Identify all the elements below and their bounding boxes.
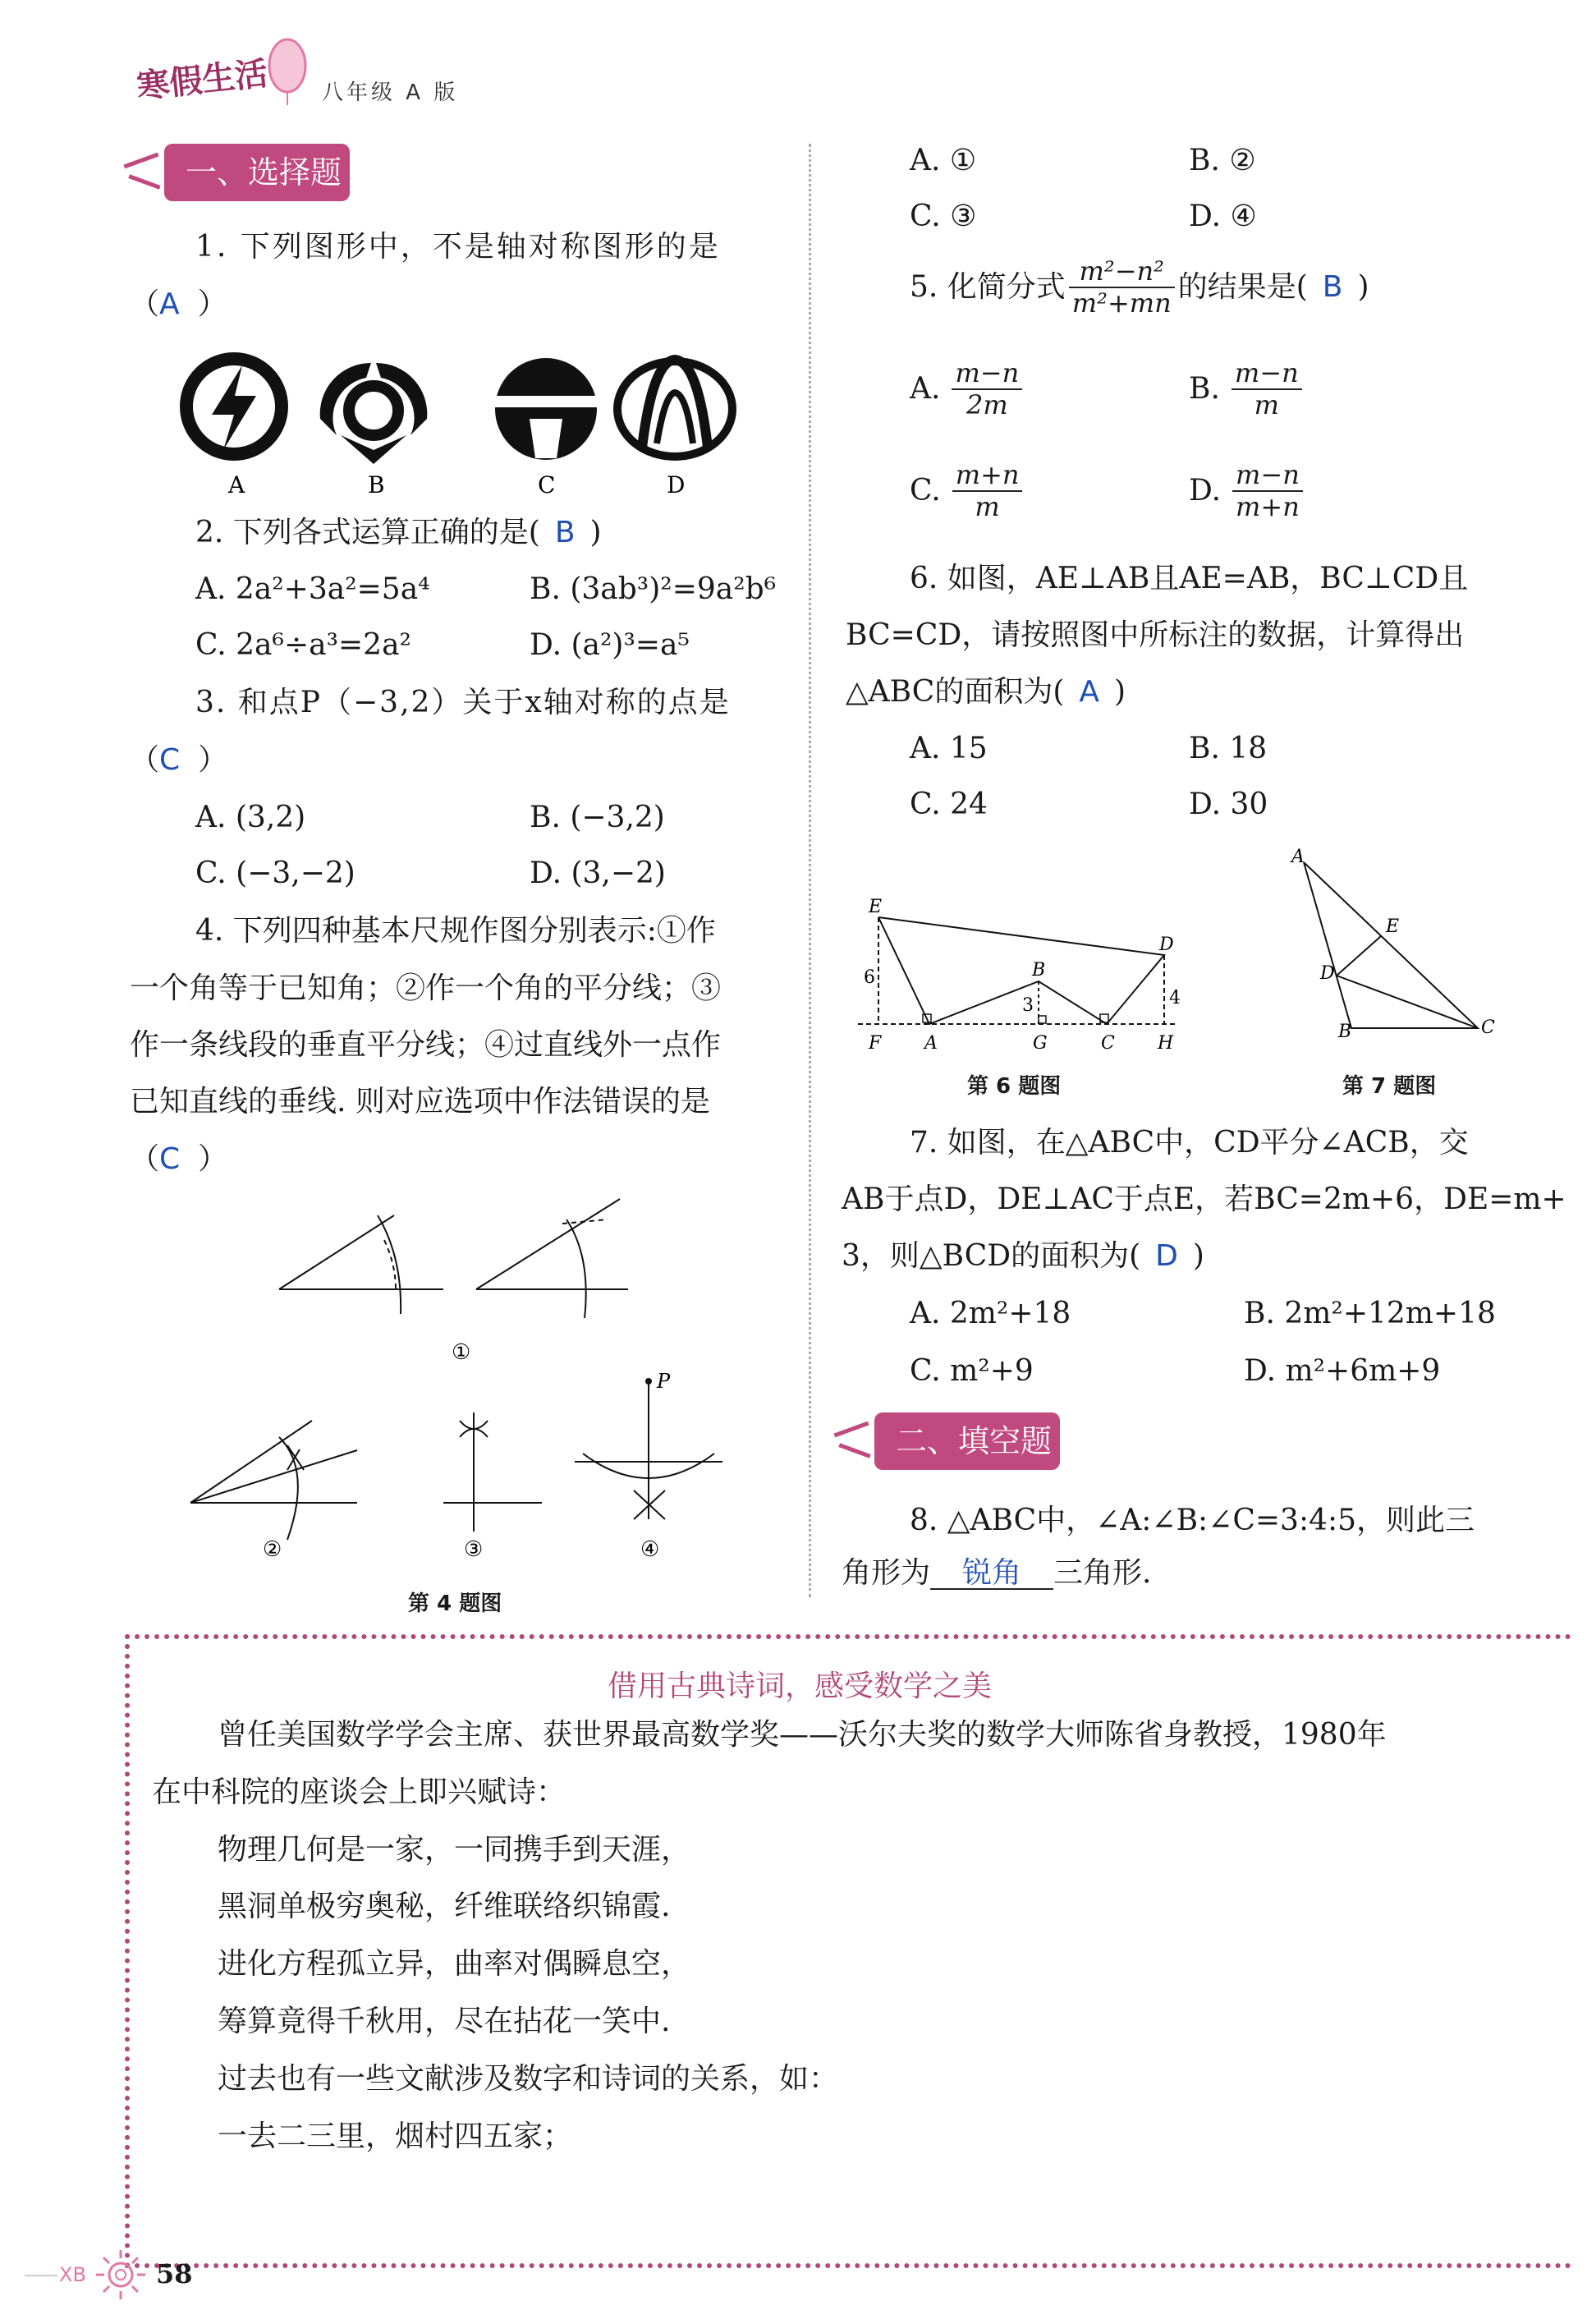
- svg-text:C: C: [1101, 1033, 1115, 1054]
- q4-line: 一个角等于已知角；②作一个角的平分线；③: [130, 971, 722, 1005]
- q4-figure: [181, 1174, 755, 1618]
- q2-option: D. (a²)³=a⁵: [530, 628, 690, 662]
- q6-answer: A: [1079, 675, 1100, 709]
- q5-text: 5. 化简分式 $\frac{\text{m²−n²}}{\text{m²+mn}}$ 的结果是( B ): [910, 255, 1369, 319]
- q6-option: C. 24: [910, 788, 988, 821]
- section-choice-title: 一、选择题: [164, 144, 350, 201]
- brand-title: 寒假生活: [135, 54, 270, 107]
- q7-option: C. m²+9: [910, 1354, 1034, 1388]
- q3-answer: C: [159, 743, 181, 777]
- q6-figure: [854, 891, 1182, 1063]
- footer-code: XB: [59, 2263, 86, 2286]
- q1-answer: A: [159, 287, 180, 321]
- page-number: 58: [156, 2258, 193, 2290]
- section-fill-title: 二、填空题: [874, 1412, 1060, 1470]
- reading-title: 借用古典诗词，感受数学之美: [608, 1670, 993, 1703]
- q4-option: C. ③: [910, 200, 977, 233]
- q4-answer: C: [159, 1142, 181, 1176]
- q4-line: 已知直线的垂线. 则对应选项中作法错误的是: [130, 1085, 710, 1118]
- svg-text:C: C: [1481, 1017, 1495, 1038]
- q5-option-c: C. $\frac{m+n}{m}$: [910, 460, 1022, 522]
- q4-option: A. ①: [910, 144, 977, 177]
- q5-option-d: D. $\frac{m-n}{m+n}$: [1189, 460, 1303, 522]
- grade-label: 八年级 A 版: [322, 80, 459, 105]
- figure-label: ④: [640, 1537, 660, 1562]
- q7-figure: [1289, 846, 1511, 1051]
- q3-option: C. (−3,−2): [195, 857, 355, 890]
- svg-text:4: 4: [1169, 988, 1181, 1008]
- q8-answer-blank: 锐角: [930, 1559, 1053, 1590]
- q4-line: 4. 下列四种基本尺规作图分别表示:①作: [195, 914, 716, 948]
- q6-option: D. 30: [1189, 788, 1268, 821]
- q7-line-3: 3，则△BCD的面积为( D ): [842, 1239, 1204, 1273]
- svg-text:E: E: [1386, 916, 1400, 937]
- figure-label: ③: [464, 1537, 484, 1562]
- q5-answer: B: [1322, 269, 1343, 304]
- q5-fraction: $\frac{\text{m²−n²}}{\text{m²+mn}}$: [1069, 256, 1175, 319]
- q7-option: B. 2m²+12m+18: [1244, 1297, 1496, 1330]
- q7-line: 7. 如图，在△ABC中，CD平分∠ACB，交: [910, 1126, 1469, 1160]
- svg-text:6: 6: [864, 967, 875, 988]
- q6-line: 6. 如图，AE⊥AB且AE=AB，BC⊥CD且: [910, 562, 1469, 595]
- reading-line: 物理几何是一家，一同携手到天涯，: [218, 1833, 691, 1867]
- q2-text: 2. 下列各式运算正确的是( B ): [195, 516, 602, 549]
- svg-text:B: B: [1032, 960, 1046, 981]
- figure-label: B: [368, 471, 385, 498]
- column-divider: [809, 144, 811, 1597]
- figure-a-lightning-icon: [186, 359, 282, 454]
- q8-line-2: 角形为 锐角 三角形.: [842, 1556, 1152, 1590]
- q3-text: 3. 和点P（−3,2）关于x轴对称的点是: [195, 686, 731, 719]
- q1-text: 1. 下列图形中，不是轴对称图形的是: [195, 230, 721, 264]
- q3-bracket: （C ）: [130, 743, 228, 777]
- q8-text: 8. △ABC中，∠A:∠B:∠C=3:4:5，则此三: [910, 1504, 1475, 1537]
- footer-rule: [25, 2275, 57, 2276]
- reading-line: 在中科院的座谈会上即兴赋诗：: [152, 1775, 566, 1809]
- q3-option: D. (3,−2): [530, 857, 666, 890]
- figure-label: ①: [452, 1340, 471, 1365]
- q4-caption: 第 4 题图: [408, 1591, 502, 1616]
- reading-line: 一去二三里，烟村四五家；: [218, 2120, 573, 2153]
- reading-line: 进化方程孤立异，曲率对偶瞬息空，: [218, 1947, 691, 1981]
- sun-icon: [92, 2246, 149, 2303]
- q3-option: A. (3,2): [195, 801, 306, 834]
- q2-option: C. 2a⁶÷a³=2a²: [195, 628, 411, 662]
- q4-option: B. ②: [1189, 144, 1256, 177]
- figure-label: ②: [263, 1537, 282, 1562]
- svg-text:3: 3: [1022, 995, 1034, 1016]
- q3-option: B. (−3,2): [530, 801, 665, 834]
- svg-text:A: A: [924, 1033, 938, 1054]
- svg-text:F: F: [869, 1033, 882, 1054]
- q7-caption: 第 7 题图: [1342, 1074, 1437, 1099]
- figure-label: A: [228, 471, 245, 498]
- q7-option: D. m²+6m+9: [1244, 1354, 1441, 1388]
- figure-label: D: [667, 471, 686, 498]
- svg-text:E: E: [869, 897, 883, 917]
- q2-answer: B: [554, 516, 576, 549]
- figure-d-emblem-icon: [617, 360, 732, 457]
- header-logo: [131, 33, 320, 107]
- q5-option-a: A. $\frac{m-n}{2m}$: [910, 358, 1022, 420]
- q7-line: AB于点D，DE⊥AC于点E，若BC=2m+6，DE=m+: [842, 1183, 1566, 1216]
- svg-text:B: B: [1338, 1022, 1352, 1042]
- q7-answer: D: [1155, 1239, 1178, 1273]
- figure-b-emblem-icon: [320, 363, 428, 464]
- q7-option: A. 2m²+18: [910, 1297, 1071, 1330]
- q2-option: A. 2a²+3a²=5a⁴: [195, 572, 430, 606]
- q6-line-3: △ABC的面积为( A ): [846, 675, 1126, 709]
- q6-caption: 第 6 题图: [967, 1074, 1062, 1099]
- q2-option: B. (3ab³)²=9a²b⁶: [530, 572, 777, 606]
- reading-line: 黑洞单极穷奥秘，纤维联络织锦霞.: [218, 1890, 671, 1923]
- q6-option: A. 15: [910, 732, 988, 765]
- q4-line: 作一条线段的垂直平分线；④过直线外一点作: [130, 1028, 722, 1062]
- q1-figures: [164, 345, 755, 501]
- reading-line: 筹算竟得千秋用，尽在拈花一笑中.: [218, 2005, 671, 2038]
- q5-option-b: B. $\frac{m-n}{m}$: [1189, 358, 1302, 420]
- svg-text:D: D: [1320, 963, 1335, 984]
- svg-text:G: G: [1033, 1033, 1048, 1054]
- svg-text:D: D: [1159, 935, 1174, 955]
- reading-line: 过去也有一些文献涉及数字和诗词的关系，如：: [218, 2062, 839, 2096]
- reading-line: 曾任美国数学学会主席、获世界最高数学奖——沃尔夫奖的数学大师陈省身教授，1980年: [218, 1718, 1387, 1752]
- figure-label: C: [538, 471, 556, 498]
- q6-option: B. 18: [1189, 732, 1268, 765]
- q4-bracket: （C ）: [130, 1142, 228, 1176]
- q1-bracket: （A ）: [130, 287, 227, 321]
- point-p-label: P: [657, 1370, 671, 1393]
- q4-option: D. ④: [1189, 200, 1257, 233]
- figure-c-emblem-icon: [495, 358, 597, 460]
- svg-text:H: H: [1158, 1033, 1174, 1054]
- svg-text:A: A: [1291, 847, 1305, 867]
- q6-line: BC=CD，请按照图中所标注的数据，计算得出: [846, 618, 1465, 652]
